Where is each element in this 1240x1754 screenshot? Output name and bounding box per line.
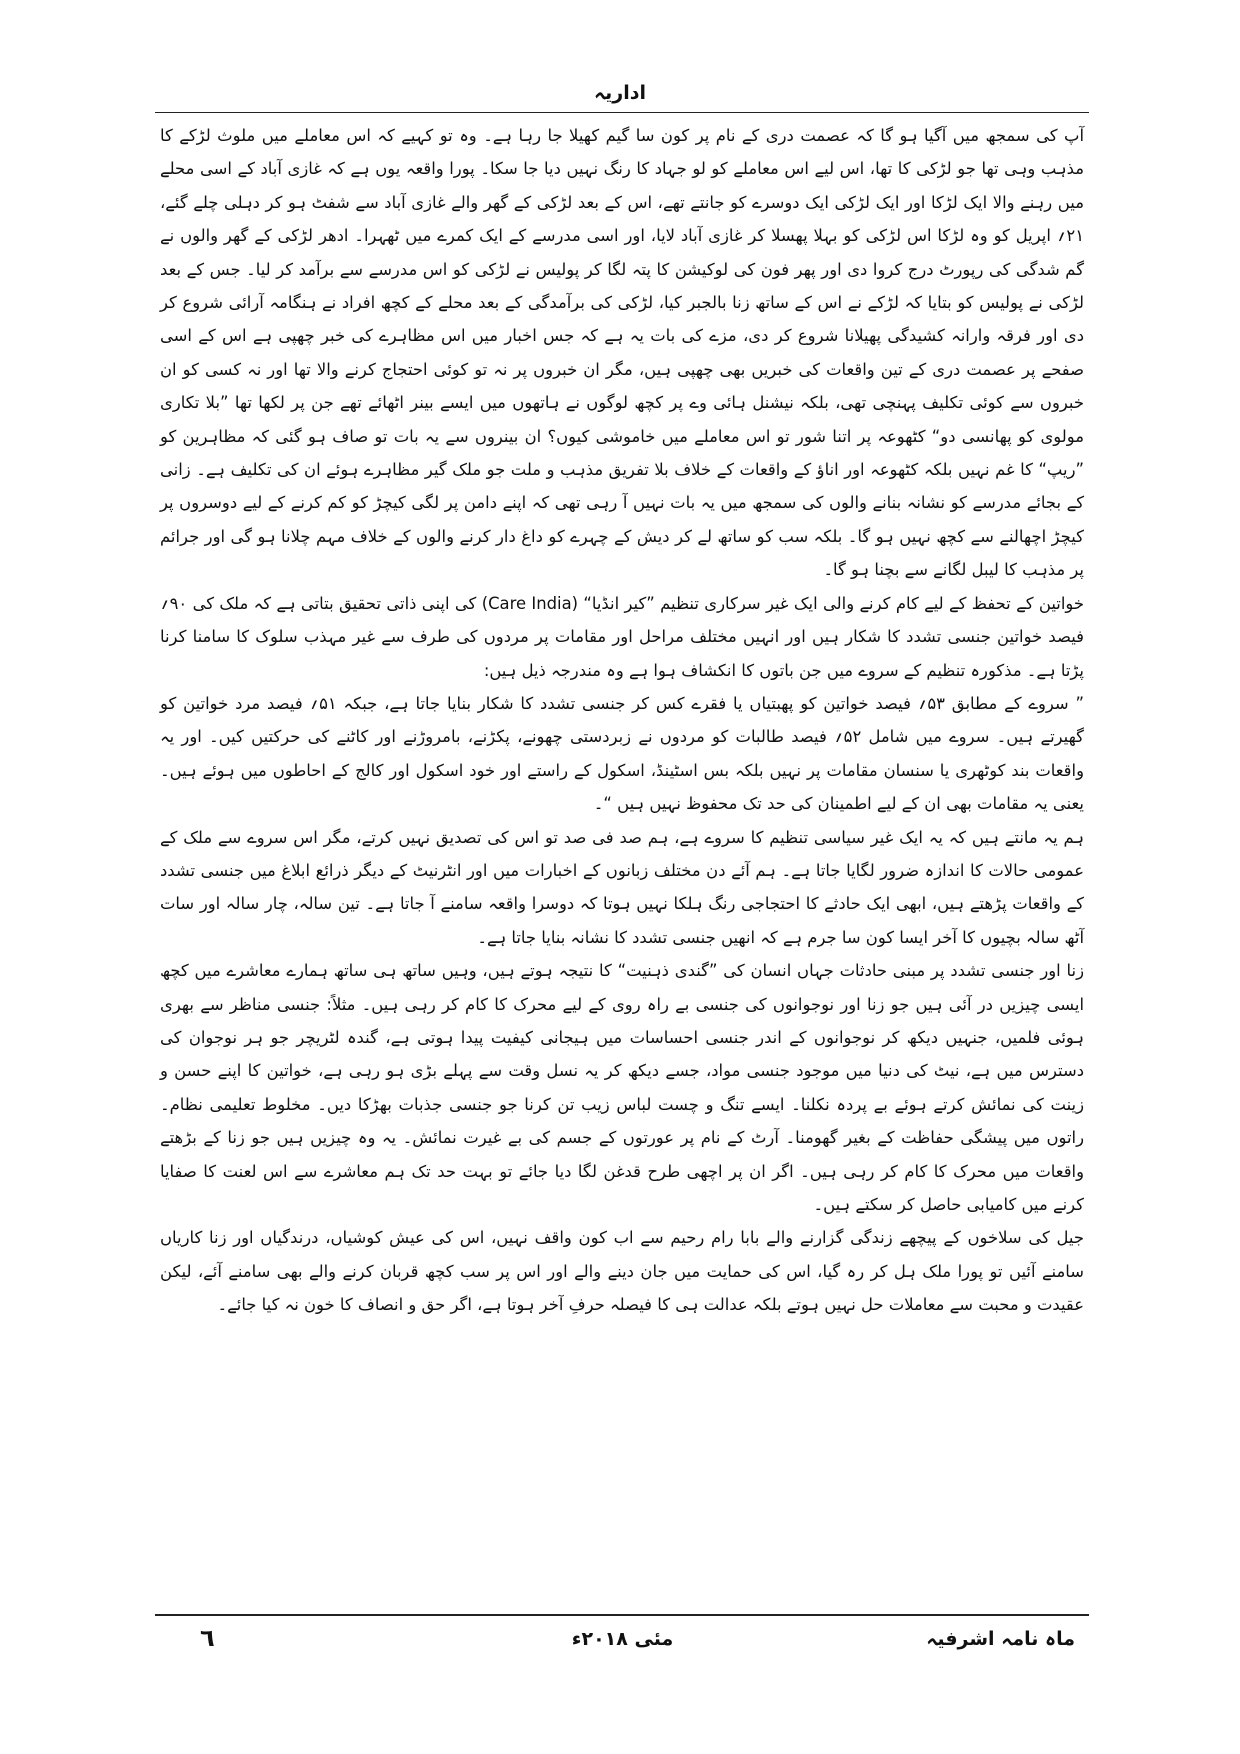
article-paragraph: آپ کی سمجھ میں آگیا ہو گا کہ عصمت دری کے نام پر کون سا گیم کھیلا جا رہا ہے۔ وہ تو کہیے کہ اس معاملے میں ملوث لڑکے کا مذہب وہی تھا جو لڑکی کا تھا، اس لیے اس معاملے کو لو جہاد کا رنگ نہیں دیا جا سکا۔ پورا واقعہ یوں ہے کہ غازی آباد کے اسی محلے میں رہنے والا ایک لڑکا اور ایک لڑکی ایک دوسرے کو جانتے تھے، اس کے بعد لڑکی کے گھر والے غازی آباد سے شفٹ ہو کر دہلی چلے گئے، ۲۱؍ اپریل کو وہ لڑکا اس لڑکی کو بہلا پھسلا کر غازی آباد لایا، اور اسی مدرسے کے ایک کمرے میں ٹھہرا۔ ادھر لڑکی کے گھر والوں نے گم شدگی کی رپورٹ درج کروا دی اور پھر فون کی لوکیشن کا پتہ لگا کر پولیس نے لڑکی کو اس مدرسے سے برآمد کر لیا۔ جس کے بعد لڑکی نے پولیس کو بتایا کہ لڑکے نے اس کے ساتھ زنا بالجبر کیا، لڑکی کی برآمدگی کے بعد محلے کے کچھ افراد نے ہنگامہ آرائی شروع کر دی اور فرقہ وارانہ کشیدگی پھیلانا شروع کر دی، مزے کی بات یہ ہے کہ جس اخبار میں اس مظاہرے کی خبر چھپی ہے اس کے اسی صفحے پر عصمت دری کے تین واقعات کی خبریں بھی چھپی ہیں، مگر ان خبروں پر نہ تو کوئی احتجاج کرنے والا تھا اور نہ کسی کو ان خبروں سے کوئی تکلیف پہنچی تھی، بلکہ نیشنل ہائی وے پر کچھ لوگوں نے ہاتھوں میں ایسے بینر اٹھائے تھے جن پر لکھا تھا ”بلا تکاری مولوی کو پھانسی دو“ کٹھوعہ پر اتنا شور تو اس معاملے میں خاموشی کیوں؟ ان بینروں سے یہ بات تو صاف ہو گئی کہ مظاہرین کو ”ریپ“ کا غم نہیں بلکہ کٹھوعہ اور اناؤ کے واقعات کے خلاف بلا تفریق مذہب و ملت جو ملک گیر مظاہرے ہوئے ان کی تکلیف ہے۔ زانی کے بجائے مدرسے کو نشانہ بنانے والوں کی سمجھ میں یہ بات نہیں آ رہی تھی کہ اپنے دامن پر لگی کیچڑ کو کم کرنے کے لیے دوسروں پر کیچڑ اچھالنے سے کچھ نہیں ہو گا۔ بلکہ سب کو ساتھ لے کر دیش کے چہرے کو داغ دار کرنے والوں کے خلاف مہم چلانا ہو گی اور جرائم پر مذہب کا لیبل لگانے سے بچنا ہو گا۔ — [160, 126, 1084, 580]
footer-divider — [155, 1614, 1089, 1616]
page-title: اداریہ — [594, 82, 646, 104]
issue-date: مئی ۲۰۱۸ء — [571, 1628, 674, 1650]
article-paragraph: ہم یہ مانتے ہیں کہ یہ ایک غیر سیاسی تنظیم کا سروے ہے، ہم صد فی صد تو اس کی تصدیق نہیں کرتے، مگر اس سروے سے ملک کے عمومی حالات کا اندازہ ضرور لگایا جاتا ہے۔ ہم آئے دن مختلف زبانوں کے اخبارات میں اور انٹرنیٹ کے دیگر ذرائع ابلاغ میں جنسی تشدد کے واقعات پڑھتے ہیں، ابھی ایک حادثے کا احتجاجی رنگ ہلکا نہیں ہوتا کہ دوسرا واقعہ سامنے آ جاتا ہے۔ تین سالہ، چار سالہ اور سات آٹھ سالہ بچیوں کا آخر ایسا کون سا جرم ہے کہ انھیں جنسی تشدد کا نشانہ بنایا جاتا ہے۔ — [160, 827, 1084, 947]
page-number: ٦ — [200, 1624, 215, 1652]
page-footer — [170, 1622, 1075, 1662]
magazine-name: ماہ نامہ اشرفیہ — [926, 1628, 1075, 1650]
article-paragraph: زنا اور جنسی تشدد پر مبنی حادثات جہاں انسان کی ”گندی ذہنیت“ کا نتیجہ ہوتے ہیں، وہیں ساتھ ہی ساتھ ہمارے معاشرے میں کچھ ایسی چیزیں در آئی ہیں جو زنا اور نوجوانوں کی جنسی بے راہ روی کے لیے محرک کا کام کر رہی ہیں۔ مثلاً: جنسی مناظر سے بھری ہوئی فلمیں، جنہیں دیکھ کر نوجوانوں کے اندر جنسی احساسات میں ہیجانی کیفیت پیدا ہوتی ہے، گندہ لٹریچر جو ہر نوجوان کی دسترس میں ہے، نیٹ کی دنیا میں موجود جنسی مواد، جسے دیکھ کر یہ نسل وقت سے پہلے بڑی ہو رہی ہے، خواتین کا اپنے حسن و زینت کی نمائش کرتے ہوئے بے پردہ نکلنا۔ ایسے تنگ و چست لباس زیب تن کرنا جو جنسی جذبات بھڑکا دیں۔ مخلوط تعلیمی نظام۔ راتوں میں پیشگی حفاظت کے بغیر گھومنا۔ آرٹ کے نام پر عورتوں کے جسم کی بے غیرت نمائش۔ یہ وہ چیزیں ہیں جو زنا کے بڑھتے واقعات میں محرک کا کام کر رہی ہیں۔ اگر ان پر اچھی طرح قدغن لگا دیا جائے تو بہت حد تک ہم معاشرے سے اس لعنت کا صفایا کرنے میں کامیابی حاصل کر سکتے ہیں۔ — [160, 961, 1084, 1214]
article-paragraph: خواتین کے تحفظ کے لیے کام کرنے والی ایک غیر سرکاری تنظیم ”کیر انڈیا“ (Care India) کی اپنی ذاتی تحقیق بتاتی ہے کہ ملک کی ۹۰؍ فیصد خواتین جنسی تشدد کا شکار ہیں اور انہیں مختلف مراحل اور مقامات پر مردوں کی طرف سے غیر مہذب سلوک کا سامنا کرنا پڑتا ہے۔ مذکورہ تنظیم کے سروے میں جن باتوں کا انکشاف ہوا ہے وہ مندرجہ ذیل ہیں: — [160, 593, 1084, 680]
survey-quote: ” سروے کے مطابق ۵۳؍ فیصد خواتین کو پھبتیاں یا فقرے کس کر جنسی تشدد کا شکار بنایا جاتا ہے، جبکہ ۵۱؍ فیصد مرد خواتین کو گھیرتے ہیں۔ سروے میں شامل ۵۲؍ فیصد طالبات کو مردوں نے زبردستی چھونے، پکڑنے، بامروڑنے اور کاٹنے کی حرکتیں کیں۔ اور یہ واقعات بند کوٹھری یا سنسان مقامات پر نہیں بلکہ بس اسٹینڈ، اسکول کے راستے اور خود اسکول اور کالج کے احاطوں میں ہوئے ہیں۔ یعنی یہ مقامات بھی ان کے لیے اطمینان کی حد تک محفوظ نہیں ہیں “۔ — [160, 693, 1084, 814]
header-divider — [155, 112, 1089, 113]
article-paragraph: جیل کی سلاخوں کے پیچھے زندگی گزارنے والے بابا رام رحیم سے اب کون واقف نہیں، اس کی عیش کوشیاں، درندگیاں اور زنا کاریاں سامنے آئیں تو پورا ملک ہل کر رہ گیا، اس کی حمایت میں جان دینے والے اور اس پر سب کچھ قربان کرنے والے بھی سامنے آئے، لیکن عقیدت و محبت سے معاملات حل نہیں ہوتے بلکہ عدالت ہی کا فیصلہ حرفِ آخر ہوتا ہے، اگر حق و انصاف کا خون نہ کیا جائے۔ — [160, 1228, 1084, 1315]
article-body — [160, 119, 1084, 1322]
